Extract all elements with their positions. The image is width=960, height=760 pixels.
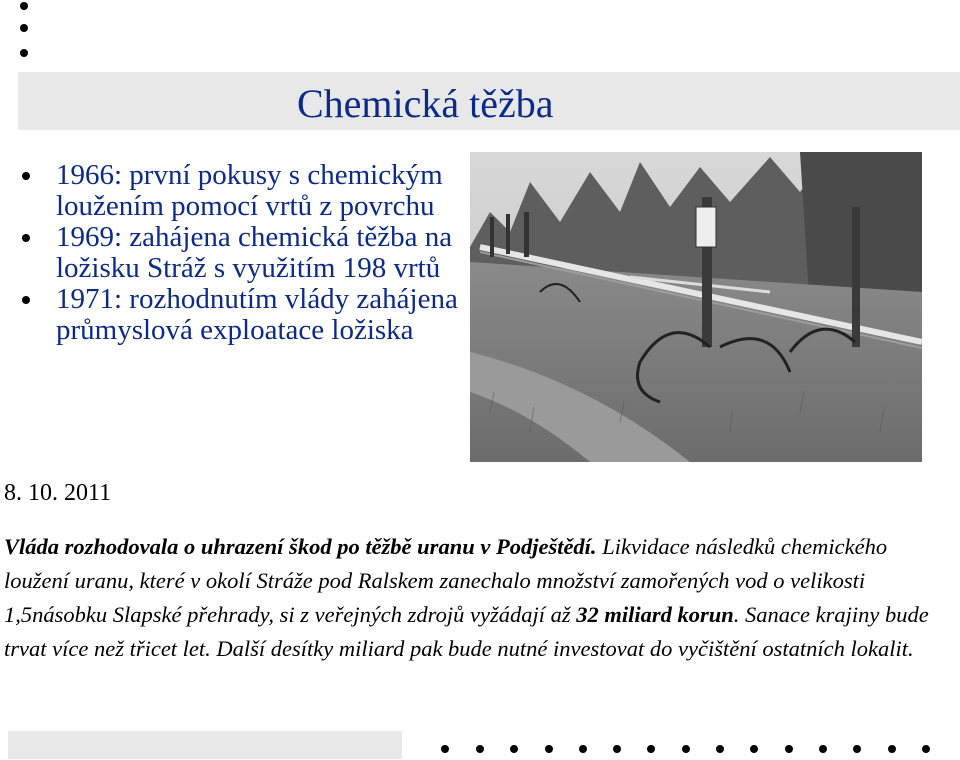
decor-dot	[545, 745, 553, 753]
decor-dot	[441, 745, 449, 753]
bullet-year: 1966	[56, 159, 114, 191]
bullet-dot	[22, 172, 30, 180]
pipeline-field-photo	[470, 152, 922, 462]
bullet-item	[20, 222, 460, 284]
decor-dot	[613, 745, 621, 753]
decor-dot	[750, 745, 758, 753]
bullet-text: : zahájena chemická těžba na ložisku Stráž s využitím 198 vrtů	[56, 221, 453, 284]
decor-dot	[20, 24, 28, 32]
bullet-dot	[22, 234, 30, 242]
decor-dot	[579, 745, 587, 753]
bullet-item	[20, 284, 460, 346]
bullet-year: 1969	[56, 221, 114, 253]
decor-dot	[476, 745, 484, 753]
note-text: . Sanace krajiny bude trvat více než třicet let. Další desítky miliard pak bude nutné investovat do vyčištění ostatních lokalit.	[4, 602, 929, 661]
slide-date: 8. 10. 2011	[4, 480, 112, 506]
decor-dot	[716, 745, 724, 753]
decor-dot	[647, 745, 655, 753]
bullet-dot	[22, 296, 30, 304]
slide-title: Chemická těžba	[297, 81, 554, 126]
bullet-text: : rozhodnutím vlády zahájena průmyslová exploatace ložiska	[56, 283, 458, 346]
decor-dot	[682, 745, 690, 753]
decor-dot	[922, 745, 930, 753]
bullet-text: : první pokusy s chemickým loužením pomocí vrtů z povrchu	[56, 159, 443, 222]
bottom-band	[8, 731, 402, 759]
decor-dot	[510, 745, 518, 753]
decor-dot	[853, 745, 861, 753]
decor-dot	[20, 49, 28, 57]
bullet-year: 1971	[56, 283, 114, 315]
news-note	[4, 530, 944, 666]
note-text: Likvidace následků chemického loužení uranu, které v okolí Stráže pod Ralskem zanechalo množství zamořených vod o velikosti 1,5násobku Slapské přehrady, si z veřejných zdrojů vyžádají až	[4, 534, 888, 627]
note-bold-intro: Vláda rozhodovala o uhrazení škod po těžbě uranu v Podještědí.	[4, 534, 597, 559]
bullet-item	[20, 160, 460, 222]
note-bold-amount: 32 miliard korun	[576, 602, 734, 627]
bullet-list	[20, 160, 460, 346]
decor-dot	[819, 745, 827, 753]
decor-dot	[20, 2, 28, 10]
decor-dot	[888, 745, 896, 753]
decor-dot	[785, 745, 793, 753]
